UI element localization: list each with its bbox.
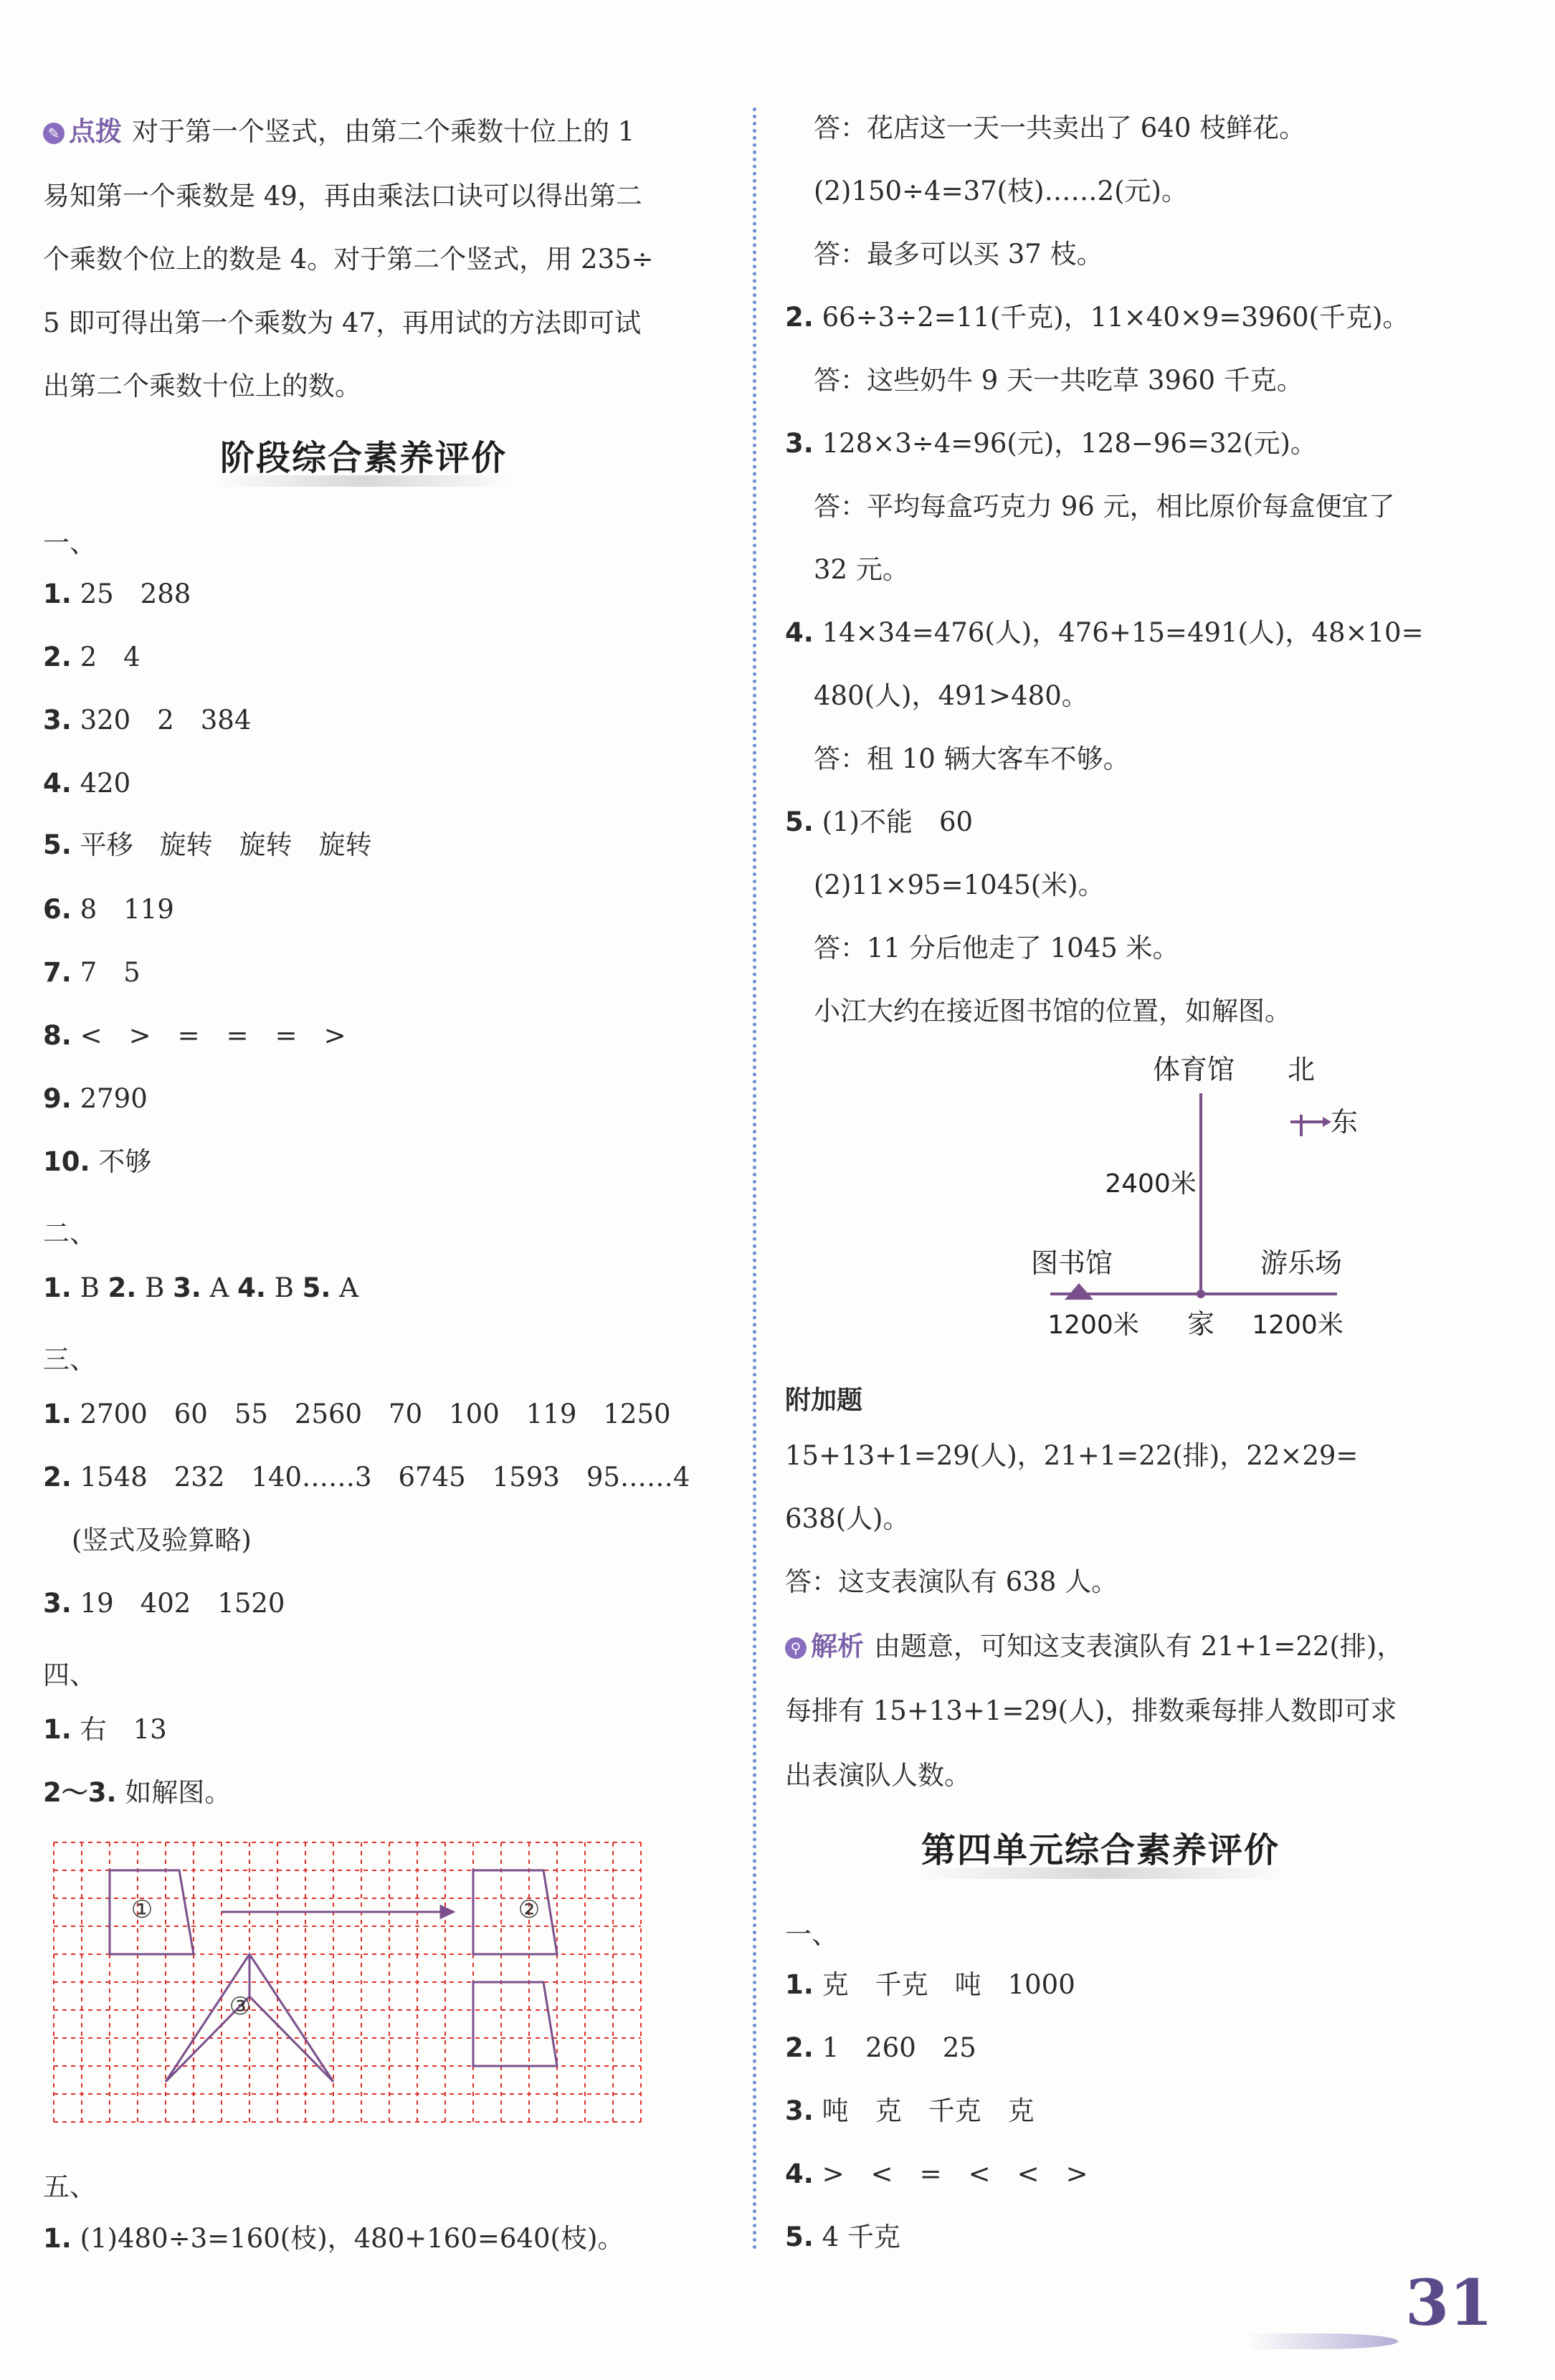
answer-3-2: 2. 1548 232 140……3 6745 1593 95……4 [43, 1462, 690, 1493]
question-4: 4. 14×34=476(人)，476+15=491(人)，48×10= [785, 617, 1424, 648]
tip-line-5: 出第二个乘数十位上的数。 [43, 371, 361, 401]
lightbulb-icon: ✎ [43, 123, 65, 144]
section-label-3: 三、 [43, 1344, 96, 1375]
grid-label-1: ① [130, 1895, 153, 1924]
answer-3-note: (竖式及验算略) [72, 1525, 252, 1556]
section-label-4: 四、 [43, 1660, 96, 1690]
answer-1-4: 4. 420 [43, 768, 131, 799]
section-label-1: 一、 [43, 528, 96, 558]
answer-1-5: 5. 平移 旋转 旋转 旋转 [43, 829, 372, 860]
map-label-east: 东 [1330, 1106, 1359, 1138]
answer-1-2: 2. 2 4 [43, 642, 141, 672]
question-4-cont: 480(人)，491>480。 [814, 680, 1088, 711]
grid-label-3: ③ [229, 1992, 252, 2021]
right-column [785, 0, 1502, 2258]
question-2: 2. 66÷3÷2=11(千克)，11×40×9=3960(千克)。 [785, 302, 1409, 333]
arrow-head [441, 1906, 453, 1918]
tip-label: 点拨 [69, 116, 122, 147]
tip-line-1 [43, 118, 634, 145]
map-label-home: 家 [1187, 1308, 1215, 1340]
tip-line-4: 5 即可得出第一个乘数为 47，再用试的方法即可试 [43, 308, 642, 338]
map-label-north: 北 [1287, 1054, 1316, 1085]
analysis-label: 解析 [811, 1631, 864, 1662]
answer-1-9: 9. 2790 [43, 1083, 148, 1114]
section-label-5: 五、 [43, 2171, 96, 2202]
left-column [43, 0, 731, 2258]
map-label-park: 游乐场 [1260, 1247, 1343, 1279]
question-3: 3. 128×3÷4=96(元)，128−96=32(元)。 [785, 428, 1317, 459]
analysis-text: 由题意，可知这支表演队有 21+1=22(排)， [874, 1631, 1404, 1662]
unit4-answer-1: 1. 克 千克 吨 1000 [785, 1969, 1075, 2000]
home-point [1197, 1290, 1205, 1298]
answer-1-6: 6. 8 119 [43, 894, 174, 925]
unit4-answer-4: 4. > < = < < > [785, 2158, 1088, 2189]
answer-1-10: 10. 不够 [43, 1146, 152, 1177]
unit4-answer-3: 3. 吨 克 千克 克 [785, 2095, 1035, 2126]
answer-1-1: 1. 25 288 [43, 579, 191, 609]
answer-3-3: 3. 19 402 1520 [43, 1588, 285, 1619]
extra-line-2: 638(人)。 [785, 1503, 910, 1534]
map-label-dist-right: 1200米 [1252, 1310, 1344, 1340]
question-5-answer: 答：11 分后他走了 1045 米。 [814, 933, 1179, 963]
grid-lines [54, 1842, 641, 2122]
answer-4-2: 2～3. 如解图。 [43, 1777, 232, 1808]
section-heading: 阶段综合素养评价 [220, 430, 507, 480]
answer-line-1: 答：花店这一天一共卖出了 640 枝鲜花。 [814, 113, 1306, 143]
question-3-answer-2: 32 元。 [814, 554, 909, 585]
map-label-stadium: 体育馆 [1152, 1054, 1235, 1085]
tip-line-2: 易知第一个乘数是 49，再由乘法口诀可以得出第二 [43, 181, 642, 211]
page-swoosh-decoration [1247, 2333, 1398, 2349]
unit4-answer-2: 2. 1 260 25 [785, 2032, 976, 2063]
analysis-tag [785, 1633, 864, 1660]
extra-question-title: 附加题 [785, 1386, 863, 1415]
answer-3-1: 1. 2700 60 55 2560 70 100 119 1250 [43, 1399, 671, 1429]
library-marker-icon [1065, 1283, 1093, 1300]
unit4-answer-5: 5. 4 千克 [785, 2222, 900, 2252]
question-2-answer: 答：这些奶牛 9 天一共吃草 3960 千克。 [814, 365, 1303, 396]
section-heading-unit4: 第四单元综合素养评价 [921, 1822, 1280, 1872]
map-diagram [964, 1050, 1394, 1351]
section-label-2: 二、 [43, 1218, 96, 1249]
answer-1-7: 7. 7 5 [43, 957, 141, 988]
shape-3-rotated [473, 1982, 557, 2066]
answer-1-8: 8. < > = = = > [43, 1020, 346, 1051]
analysis-line-3: 出表演队人数。 [785, 1760, 971, 1791]
answer-5-1: 1. (1)480÷3=160(枝)，480+160=640(枝)。 [43, 2223, 624, 2254]
tip-text: 对于第一个竖式，由第二个乘数十位上的 1 [132, 116, 635, 147]
map-label-dist-left: 1200米 [1047, 1310, 1139, 1340]
answer-line-2: (2)150÷4=37(枝)……2(元)。 [814, 176, 1188, 206]
answer-2-row: 1. B 2. B 3. A 4. B 5. A [43, 1272, 358, 1303]
question-5: 5. (1)不能 60 [785, 806, 974, 837]
magnifier-icon: ⚲ [785, 1637, 807, 1659]
question-5-part-2: (2)11×95=1045(米)。 [814, 870, 1105, 900]
unit4-section-label-1: 一、 [785, 1919, 838, 1950]
analysis-line-1 [785, 1633, 1403, 1660]
analysis-line-2: 每排有 15+13+1=29(人)，排数乘每排人数即可求 [785, 1695, 1397, 1726]
extra-answer: 答：这支表演队有 638 人。 [785, 1566, 1118, 1597]
transform-grid-diagram [50, 1839, 645, 2126]
question-3-answer-1: 答：平均每盒巧克力 96 元，相比原价每盒便宜了 [814, 491, 1395, 522]
answer-4-1: 1. 右 13 [43, 1714, 167, 1745]
grid-label-2: ② [518, 1895, 541, 1924]
question-5-note: 小江大约在接近图书馆的位置，如解图。 [814, 996, 1291, 1027]
shape-2 [473, 1870, 557, 1954]
map-label-library: 图书馆 [1030, 1247, 1113, 1279]
question-4-answer: 答：租 10 辆大客车不够。 [814, 743, 1130, 774]
answer-1-3: 3. 320 2 384 [43, 705, 252, 736]
extra-line-1: 15+13+1=29(人)，21+1=22(排)，22×29= [785, 1440, 1359, 1471]
map-label-dist-up: 2400米 [1105, 1169, 1197, 1199]
tip-line-3: 个乘数个位上的数是 4。对于第二个竖式，用 235÷ [43, 244, 654, 275]
page-number: 31 [1405, 2265, 1493, 2340]
column-divider [753, 108, 756, 2251]
tip-tag [43, 118, 122, 145]
answer-line-3: 答：最多可以买 37 枝。 [814, 239, 1103, 270]
